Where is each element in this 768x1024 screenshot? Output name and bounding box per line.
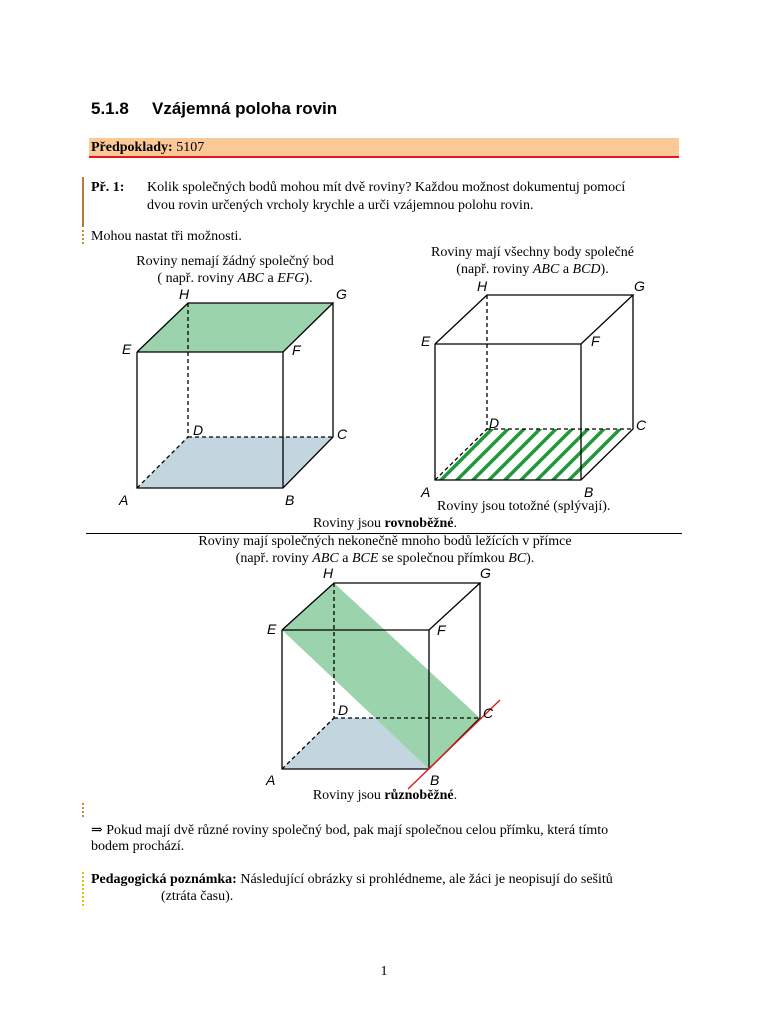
vertex-label-c: C	[483, 705, 494, 721]
vertex-label-d: D	[489, 415, 500, 431]
example-label: Př. 1:	[91, 180, 125, 195]
vertex-label-h: H	[179, 286, 190, 302]
vertex-label-e: E	[421, 333, 431, 349]
cube-parallel-diagram	[115, 283, 355, 513]
pedagogic-note-line1: Pedagogická poznámka: Následující obrázky si prohlédneme, ale žáci je neopisují do sešitů	[91, 872, 613, 887]
vertex-label-h: H	[323, 565, 334, 581]
identical-caption-line1: Roviny mají všechny body společné	[431, 245, 634, 260]
conclusion-line2: bodem prochází.	[91, 839, 185, 854]
vertex-label-c: C	[636, 417, 647, 433]
prerequisites-value: 5107	[176, 140, 205, 155]
vertex-label-d: D	[338, 702, 349, 718]
example-text-line2: dvou rovin určených vrcholy krychle a urči vzájemnou polohu rovin.	[147, 198, 534, 213]
vertex-label-e: E	[122, 341, 132, 357]
cube-identical-diagram	[415, 275, 660, 505]
section-title: Vzájemná poloha rovin	[152, 99, 338, 118]
identical-caption-line2: (např. roviny ABC a BCD).	[456, 262, 609, 277]
example-margin-bar	[82, 177, 84, 227]
parallel-result: Roviny jsou rovnoběžné.	[312, 516, 458, 531]
cube-intersecting-diagram	[262, 563, 512, 793]
parallel-caption-line2: ( např. roviny ABC a EFG).	[157, 271, 313, 286]
vertex-label-a: A	[119, 492, 129, 508]
solution-margin-marker	[82, 230, 84, 244]
section-number: 5.1.8	[91, 99, 129, 118]
vertex-label-f: F	[591, 333, 600, 349]
vertex-label-d: D	[193, 422, 204, 438]
vertex-label-a: A	[266, 772, 276, 788]
prerequisites-label: Předpoklady:	[91, 140, 173, 155]
conclusion-line1: ⇒ Pokud mají dvě různé roviny společný bod, pak mají společnou celou přímku, která tímto	[91, 823, 609, 838]
vertex-label-g: G	[480, 565, 491, 581]
identical-result: Roviny jsou totožné (splývají).	[437, 499, 611, 514]
vertex-label-c: C	[337, 426, 348, 442]
section-heading	[91, 99, 337, 119]
plane-abc	[137, 437, 333, 488]
parallel-caption-line1: Roviny nemají žádný společný bod	[136, 254, 334, 269]
pedagogic-note-line2: (ztráta času).	[161, 889, 234, 904]
vertex-label-b: B	[584, 484, 594, 500]
vertex-label-b: B	[285, 492, 295, 508]
vertex-label-b: B	[430, 772, 440, 788]
vertex-label-h: H	[477, 278, 488, 294]
intersecting-result: Roviny jsou různoběžné.	[312, 788, 458, 803]
vertex-label-a: A	[421, 484, 431, 500]
intersecting-caption-line2: (např. roviny ABC a BCE se společnou přímkou BC).	[235, 551, 535, 566]
intro-text: Mohou nastat tři možnosti.	[91, 229, 242, 244]
note-margin-bar	[82, 872, 84, 906]
vertex-label-g: G	[634, 278, 645, 294]
page-number: 1	[380, 964, 388, 979]
pedagogic-note-label: Pedagogická poznámka:	[91, 872, 237, 887]
example-text-line1: Kolik společných bodů mohou mít dvě roviny? Každou možnost dokumentuj pomocí	[147, 180, 626, 195]
vertex-label-f: F	[292, 342, 301, 358]
prerequisites-bar	[89, 138, 679, 158]
implies-icon: ⇒	[91, 823, 103, 838]
vertex-label-e: E	[267, 621, 277, 637]
solution-end-marker	[82, 803, 84, 817]
intersecting-caption-line1: Roviny mají společných nekonečně mnoho bodů ležících v přímce	[198, 534, 572, 549]
vertex-label-f: F	[437, 622, 446, 638]
plane-efg	[137, 303, 333, 352]
vertex-label-g: G	[336, 286, 347, 302]
